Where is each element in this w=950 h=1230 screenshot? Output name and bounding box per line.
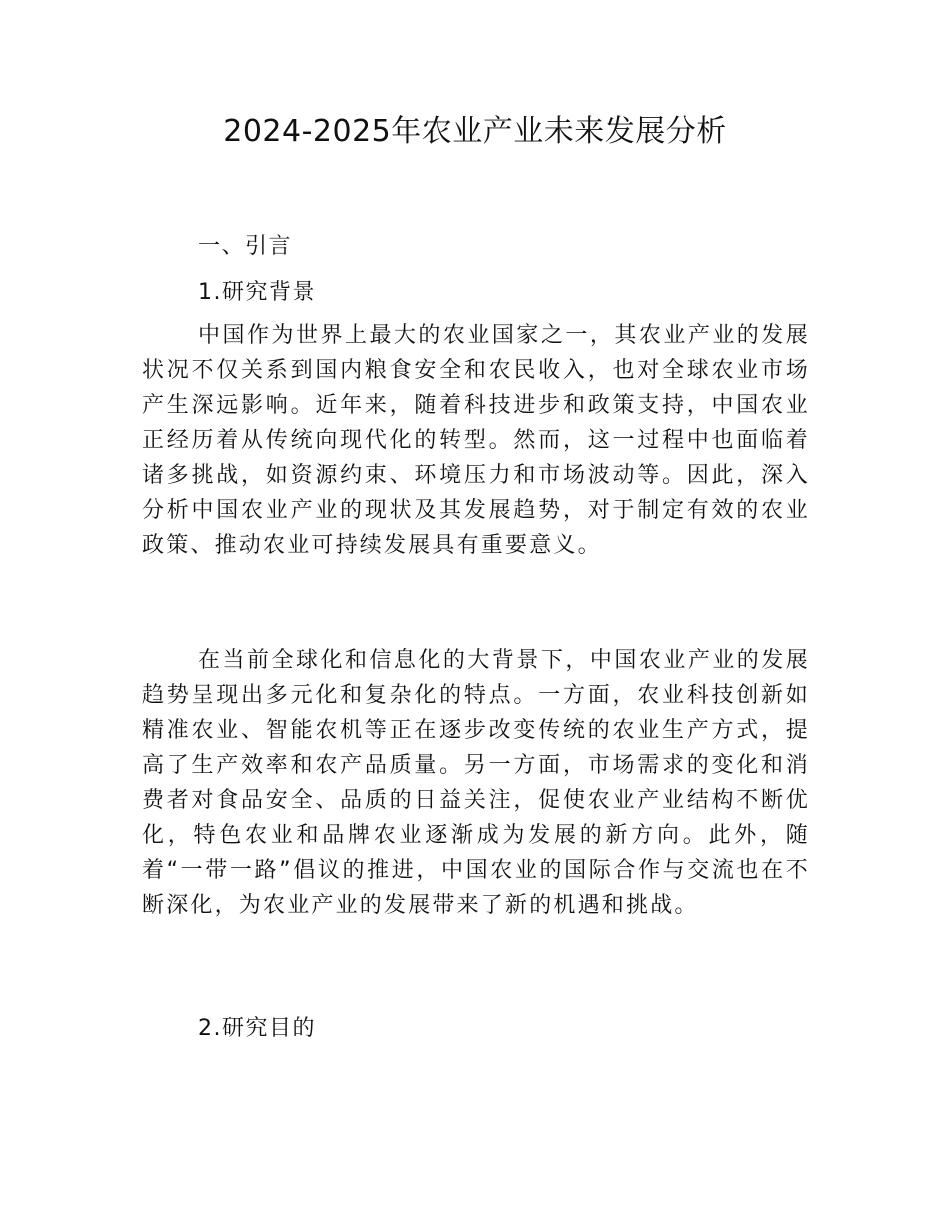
subsection-heading-purpose: 2.研究目的 xyxy=(198,1016,316,1041)
subsection-heading-background: 1.研究背景 xyxy=(198,280,316,305)
document-title: 2024-2025年农业产业未来发展分析 xyxy=(223,114,727,149)
paragraph-background-1: 中国作为世界上最大的农业国家之一，其农业产业的发展状况不仅关系到国内粮食安全和农民收入，也对全球农业市场产生深远影响。近年来，随着科技进步和政策支持，中国农业正经历着从传统向现代化的转型。然而，这一过程中也面临着诸多挑战，如资源约束、环境压力和市场波动等。因此，深入分析中国农业产业的现状及其发展趋势，对于制定有效的农业政策、推动农业可持续发展具有重要意义。 xyxy=(142,323,810,558)
section-heading-introduction: 一、引言 xyxy=(198,234,293,259)
paragraph-background-2: 在当前全球化和信息化的大背景下，中国农业产业的发展趋势呈现出多元化和复杂化的特点。一方面，农业科技创新如精准农业、智能农机等正在逐步改变传统的农业生产方式，提高了生产效率和农产品质量。另一方面，市场需求的变化和消费者对食品安全、品质的日益关注，促使农业产业结构不断优化，特色农业和品牌农业逐渐成为发展的新方向。此外，随着“一带一路”倡议的推进，中国农业的国际合作与交流也在不断深化，为农业产业的发展带来了新的机遇和挑战。 xyxy=(142,648,810,918)
